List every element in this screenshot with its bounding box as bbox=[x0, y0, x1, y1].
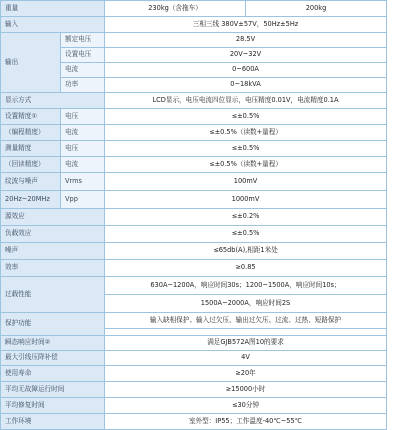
environment-label: 工作环境 bbox=[1, 413, 105, 429]
row-overload-1 bbox=[1, 276, 387, 294]
row-noise bbox=[1, 242, 387, 259]
display-label: 显示方式 bbox=[1, 92, 105, 108]
mtbf-value: ≥15000小时 bbox=[105, 381, 387, 397]
setting-accuracy-note: （编程精度） bbox=[1, 124, 61, 140]
input-label: 输入 bbox=[1, 16, 105, 32]
row-protection-1 bbox=[1, 312, 387, 328]
load-effect-value: ≤±0.5% bbox=[105, 225, 387, 242]
row-mtbf bbox=[1, 381, 387, 397]
row-ripple-pp bbox=[1, 190, 387, 208]
compensation-label: 最大引线压降补偿 bbox=[1, 350, 105, 365]
weight-value-b: 200kg bbox=[246, 0, 387, 16]
overload-label: 过载性能 bbox=[1, 276, 105, 312]
output-rated-value: 28.5V bbox=[105, 32, 387, 47]
setting-voltage-label: 电压 bbox=[61, 108, 105, 124]
noise-label: 噪声 bbox=[1, 242, 105, 259]
protection-line-2 bbox=[105, 328, 387, 335]
row-transient bbox=[1, 335, 387, 350]
row-compensation bbox=[1, 350, 387, 365]
measure-voltage-label: 电压 bbox=[61, 140, 105, 156]
measure-voltage-value: ≤±0.5% bbox=[105, 140, 387, 156]
mtbf-label: 平均无故障运行时间 bbox=[1, 381, 105, 397]
ripple-label: 纹波与噪声 bbox=[1, 172, 61, 190]
row-measure-current bbox=[1, 156, 387, 172]
row-measure-voltage bbox=[1, 140, 387, 156]
setting-accuracy-label: 设置精度① bbox=[1, 108, 61, 124]
output-current-label: 电流 bbox=[61, 62, 105, 77]
output-rated-label: 额定电压 bbox=[61, 32, 105, 47]
row-environment bbox=[1, 413, 387, 429]
output-current-value: 0~600A bbox=[105, 62, 387, 77]
measure-accuracy-note: （回读精度） bbox=[1, 156, 61, 172]
transient-label: 瞬态响应时间② bbox=[1, 335, 105, 350]
row-setting-voltage bbox=[1, 108, 387, 124]
efficiency-label: 效率 bbox=[1, 259, 105, 276]
output-setting-value: 20V~32V bbox=[105, 47, 387, 62]
measure-current-label: 电流 bbox=[61, 156, 105, 172]
mttr-value: ≤30分钟 bbox=[105, 397, 387, 413]
weight-value-a: 230kg（含拖车） bbox=[105, 0, 246, 16]
row-load-effect bbox=[1, 225, 387, 242]
transient-value: 满足GJB572A图10的要求 bbox=[105, 335, 387, 350]
load-effect-label: 负载效应 bbox=[1, 225, 105, 242]
lifetime-label: 使用寿命 bbox=[1, 365, 105, 381]
input-value: 三相三线 380V±57V，50Hz±5Hz bbox=[105, 16, 387, 32]
setting-current-value: ≤±0.5%（读数+量程） bbox=[105, 124, 387, 140]
overload-line-1: 630A~1200A，响应时间30s；1200~1500A，响应时间10s； bbox=[105, 276, 387, 294]
setting-current-label: 电流 bbox=[61, 124, 105, 140]
output-setting-label: 设置电压 bbox=[61, 47, 105, 62]
ripple-pp-unit: Vpp bbox=[61, 190, 105, 208]
row-output-rated bbox=[1, 32, 387, 47]
measure-accuracy-label: 测量精度 bbox=[1, 140, 61, 156]
row-efficiency bbox=[1, 259, 387, 276]
noise-value: ≤65db(A),相距1米处 bbox=[105, 242, 387, 259]
row-display bbox=[1, 92, 387, 108]
source-effect-value: ≤±0.2% bbox=[105, 208, 387, 225]
row-mttr bbox=[1, 397, 387, 413]
row-source-effect bbox=[1, 208, 387, 225]
row-lifetime bbox=[1, 365, 387, 381]
lifetime-value: ≥20年 bbox=[105, 365, 387, 381]
ripple-rms-unit: Vrms bbox=[61, 172, 105, 190]
overload-line-2: 1500A~2000A，响应时间2S bbox=[105, 294, 387, 312]
output-label: 输出 bbox=[1, 32, 61, 92]
ripple-band-label: 20Hz~20MHz bbox=[1, 190, 61, 208]
ripple-pp-value: 1000mV bbox=[105, 190, 387, 208]
protection-line-1: 输入缺相保护、输入过欠压、输出过欠压、过流、过热、短路保护 bbox=[105, 312, 387, 328]
setting-voltage-value: ≤±0.5% bbox=[105, 108, 387, 124]
protection-label: 保护功能 bbox=[1, 312, 105, 335]
measure-current-value: ≤±0.5%（读数+量程） bbox=[105, 156, 387, 172]
ripple-rms-value: 100mV bbox=[105, 172, 387, 190]
row-ripple-rms bbox=[1, 172, 387, 190]
row-setting-current bbox=[1, 124, 387, 140]
compensation-value: 4V bbox=[105, 350, 387, 365]
row-input bbox=[1, 16, 387, 32]
efficiency-value: ≥0.85 bbox=[105, 259, 387, 276]
output-power-value: 0~18kVA bbox=[105, 77, 387, 92]
source-effect-label: 源效应 bbox=[1, 208, 105, 225]
weight-label: 重量 bbox=[1, 0, 105, 16]
output-power-label: 功率 bbox=[61, 77, 105, 92]
row-weight bbox=[1, 0, 387, 16]
mttr-label: 平均修复时间 bbox=[1, 397, 105, 413]
environment-value: 室外型：IP55；工作温度-40℃~55℃ bbox=[105, 413, 387, 429]
display-value: LCD显示，电压电流四位显示，电压精度0.01V，电流精度0.1A bbox=[105, 92, 387, 108]
